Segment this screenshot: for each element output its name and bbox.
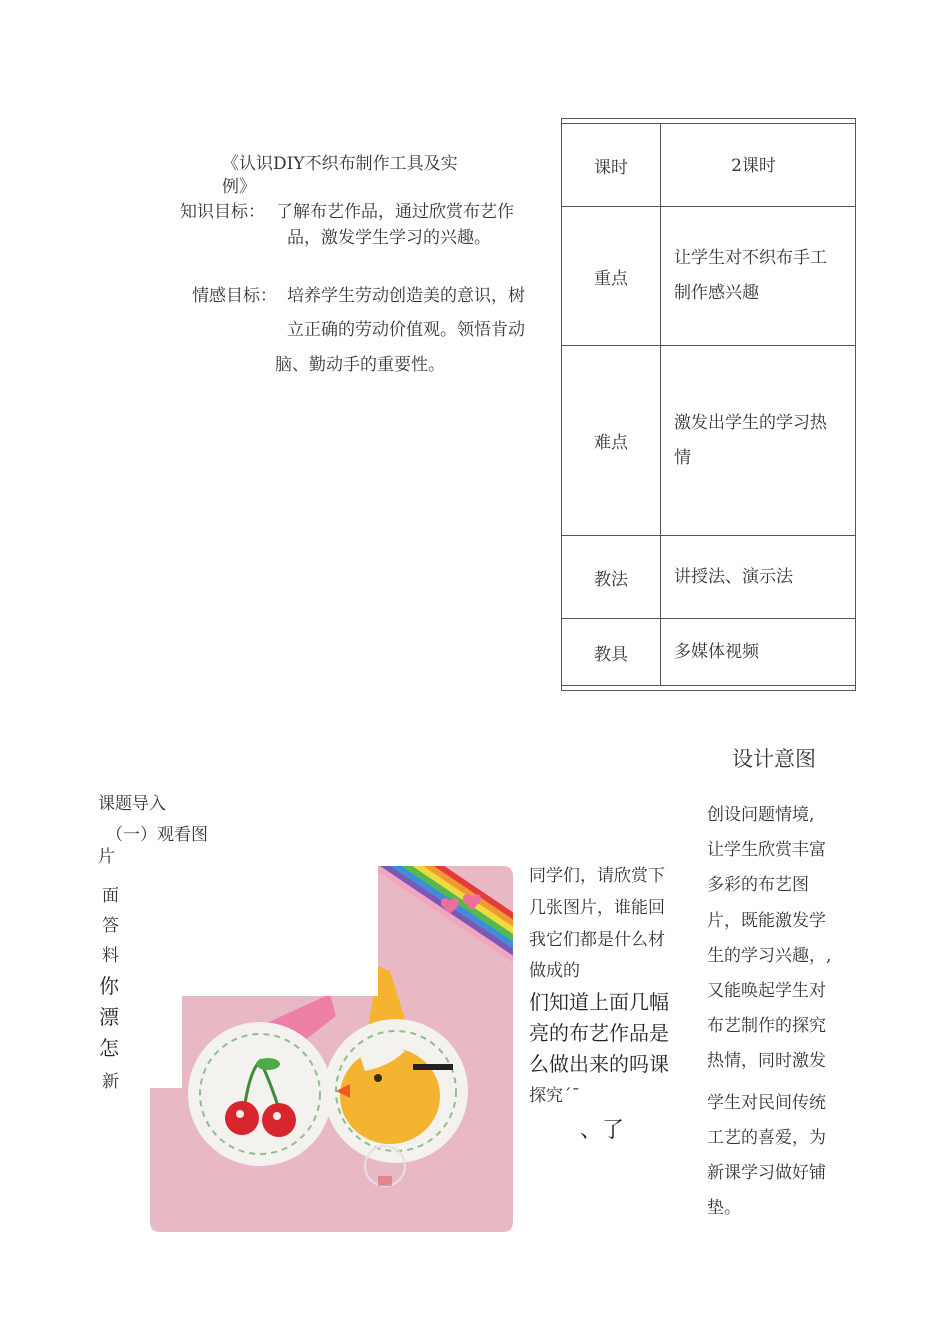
row-value-difficulty-line2: 情 [674, 448, 691, 468]
intro-big-line: 么做出来的吗课 [529, 1052, 669, 1076]
felt-hairclips-image [150, 866, 513, 1232]
design-intent-heading: 设计意图 [732, 747, 816, 771]
design-intent-line: 又能唤起学生对 [707, 981, 826, 1002]
emotion-goal-line3: 脑、勤动手的重要性。 [275, 355, 445, 375]
design-intent-line: 生的学习兴趣，, [707, 945, 832, 966]
intro-col-char: 料 [102, 946, 119, 966]
design-intent-line: 多彩的布艺图 [707, 875, 809, 896]
table-row [562, 536, 855, 619]
emotion-goal-line1: 培养学生劳动创造美的意识，树 [287, 286, 525, 306]
row-label-method: 教法 [562, 536, 661, 618]
lesson-intro-sub2: 片 [98, 847, 115, 867]
knowledge-goal-line1: 了解布艺作品，通过欣赏布艺作 [276, 202, 514, 222]
lesson-title-line1: 《认识DIY不织布制作工具及实 [222, 154, 458, 174]
design-intent-line: 工艺的喜爱，为 [707, 1127, 826, 1148]
design-intent-line: 布艺制作的探究 [707, 1016, 826, 1037]
design-intent-line: 垫。 [707, 1198, 741, 1219]
intro-col-char: 怎 [99, 1036, 119, 1060]
lesson-info-table [561, 118, 856, 691]
intro-mid-line: 几张图片，谁能回 [529, 898, 665, 918]
design-intent-line: 片，既能激发学 [707, 910, 826, 931]
intro-col-char: 面 [102, 886, 119, 906]
design-intent-line: 让学生欣赏丰富 [707, 840, 826, 861]
design-intent-line: 新课学习做好铺 [707, 1163, 826, 1184]
row-value-key-point-line2: 制作感兴趣 [674, 283, 759, 303]
table-row [562, 124, 855, 207]
row-label-tools: 教具 [562, 619, 661, 685]
felt-craft-photo [150, 866, 513, 1232]
intro-big-line: 们知道上面几幅 [529, 990, 669, 1014]
row-value-difficulty-line1: 激发出学生的学习热 [674, 413, 827, 433]
lesson-title-line2: 例》 [222, 177, 256, 197]
intro-col-char: 答 [102, 916, 119, 936]
intro-col-char: 新 [102, 1072, 119, 1092]
table-row [562, 207, 855, 346]
design-intent-line: 热情，同时激发 [707, 1051, 826, 1072]
row-label-key-point: 重点 [562, 207, 661, 345]
lesson-intro-heading: 课题导入 [98, 794, 166, 814]
emotion-goal-line2: 立正确的劳动价值观。领悟肯动 [287, 320, 525, 340]
intro-col-char: 你 [99, 974, 119, 998]
intro-bottom: 、了 [580, 1118, 625, 1143]
design-intent-text [707, 798, 857, 1226]
emotion-goal-label: 情感目标： [192, 286, 277, 306]
intro-col-char: 漂 [99, 1005, 119, 1029]
intro-big-line: 亮的布艺作品是 [529, 1021, 669, 1045]
lesson-intro-sub1: （一）观看图 [106, 825, 208, 845]
row-label-difficulty: 难点 [562, 346, 661, 535]
knowledge-goal-line2: 品，激发学生学习的兴趣。 [287, 228, 491, 248]
intro-mid-line: 我它们都是什么材 [529, 930, 665, 950]
intro-tail: 探究ˊˉ [529, 1086, 580, 1106]
dash-mark [413, 1064, 453, 1070]
table-row [562, 619, 855, 686]
row-label-class-hours: 课时 [562, 124, 661, 206]
design-intent-line: 创设问题情境, [707, 805, 815, 825]
intro-mid-line: 同学们，请欣赏下 [529, 866, 665, 886]
row-value-method: 讲授法、演示法 [674, 567, 793, 587]
row-value-class-hours: 2课时 [731, 156, 776, 176]
knowledge-goal-label: 知识目标： [180, 202, 265, 222]
table-row [562, 346, 855, 536]
row-value-key-point-line1: 让学生对不织布手工 [674, 248, 827, 268]
row-value-tools: 多媒体视频 [674, 642, 759, 662]
intro-mid-line: 做成的 [529, 961, 580, 981]
design-intent-line: 学生对民间传统 [707, 1092, 826, 1113]
